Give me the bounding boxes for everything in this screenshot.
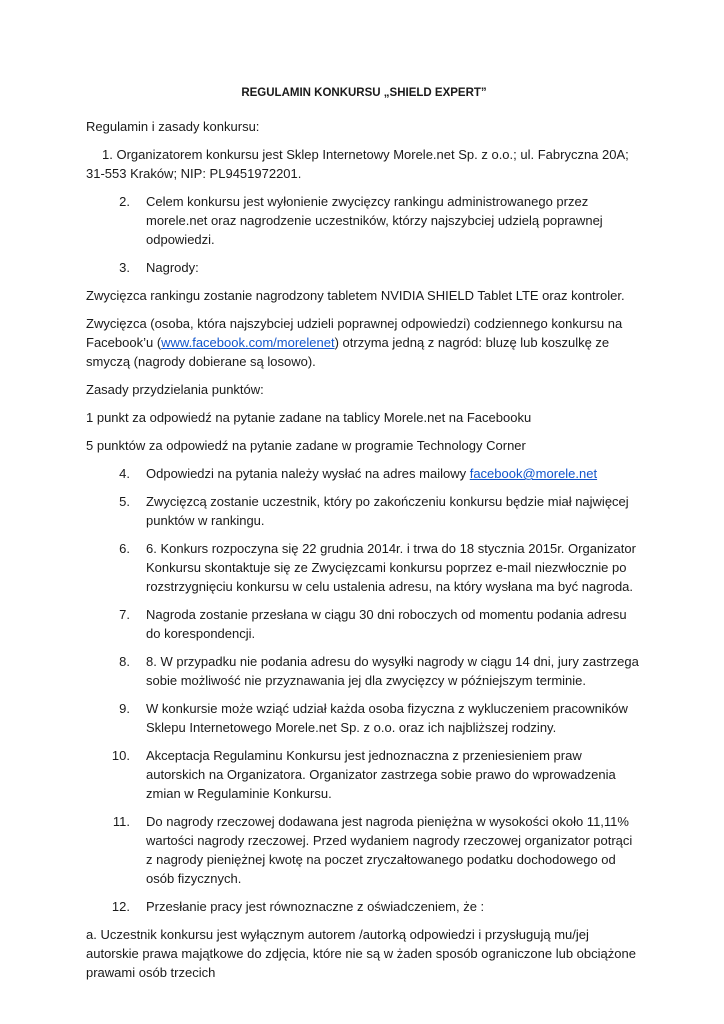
prize-daily-text-after: ) otrzyma jedną z nagród: bluzę lub koszulkę ze smyczą (nagrody dobierane są losowo). <box>86 335 610 369</box>
list-item-11 <box>86 812 642 888</box>
list-number: 10. <box>111 748 130 763</box>
list-text: Przesłanie pracy jest równoznaczne z oświadczeniem, że : <box>146 899 485 914</box>
list-text: Nagroda zostanie przesłana w ciągu 30 dni roboczych od momentu podania adresu do korespondencji. <box>146 607 627 641</box>
list-text: Nagrody: <box>146 260 199 275</box>
prize-main-paragraph: Zwycięzca rankingu zostanie nagrodzony tabletem NVIDIA SHIELD Tablet LTE oraz kontroler. <box>86 288 625 303</box>
list-number: 11. <box>112 814 130 829</box>
list-number: 7. <box>119 607 130 622</box>
list-item-8 <box>86 652 642 690</box>
points-rule-1: 1 punkt za odpowiedź na pytanie zadane na tablicy Morele.net na Facebooku <box>86 410 532 425</box>
list-item-4 <box>86 464 642 483</box>
list-text: Do nagrody rzeczowej dodawana jest nagroda pieniężna w wysokości około 11,11% wartości nagrody rzeczowej. Przed wydaniem nagrody rzeczowej organizator potrąci z nagrody pieniężnej kwotę na poczet zryczałtowanego podatku dochodowego od osób fizycznych. <box>146 814 633 886</box>
list-text: Akceptacja Regulaminu Konkursu jest jednoznaczna z przeniesieniem praw autorskich na Organizatora. Organizator zastrzega sobie prawo do wprowadzenia zmian w Regulaminie Konkursu. <box>146 748 616 801</box>
list-number: 3. <box>119 260 130 275</box>
list-number: 9. <box>119 701 130 716</box>
document-page <box>86 84 642 991</box>
list-text: 6. Konkurs rozpoczyna się 22 grudnia 2014r. i trwa do 18 stycznia 2015r. Organizator Konkursu skontaktuje się ze Zwycięzcami konkursu poprzez e-mail niezwłocznie po rozstrzygnięciu konkursu w celu ustalenia adresu, na który wysłana ma być nagroda. <box>146 541 636 594</box>
list-text: 8. W przypadku nie podania adresu do wysyłki nagrody w ciągu 14 dni, jury zastrzega sobie możliwość nie przyznawania jej dla zwycięzcy w późniejszym terminie. <box>146 654 639 688</box>
list-item-5 <box>86 492 642 530</box>
list-text: Zwycięzcą zostanie uczestnik, który po zakończeniu konkursu będzie miał najwięcej punktów w rankingu. <box>146 494 629 528</box>
list-item-6 <box>86 539 642 596</box>
prize-daily-paragraph <box>86 314 642 371</box>
list-item-9 <box>86 699 642 737</box>
clause-a-paragraph: a. Uczestnik konkursu jest wyłącznym autorem /autorką odpowiedzi i przysługują mu/jej autorskie prawa majątkowe do zdjęcia, które nie są w żaden sposób ograniczone lub obciążone prawami osób trzecich <box>86 927 636 980</box>
list-text: Celem konkursu jest wyłonienie zwycięzcy rankingu administrowanego przez morele.net oraz nagrodzenie uczestników, którzy najszybciej udzielą poprawnej odpowiedzi. <box>146 194 603 247</box>
list-item-7 <box>86 605 642 643</box>
points-header: Zasady przydzielania punktów: <box>86 382 264 397</box>
list-text: Odpowiedzi na pytania należy wysłać na adres mailowy <box>146 466 470 481</box>
list-number: 5. <box>119 494 130 509</box>
list-item-10 <box>86 746 642 803</box>
list-number: 12. <box>111 899 130 914</box>
list-text: W konkursie może wziąć udział każda osoba fizyczna z wykluczeniem pracowników Sklepu Internetowego Morele.net Sp. z o.o. oraz ich najbliższej rodziny. <box>146 701 628 735</box>
list-number: 4. <box>119 466 130 481</box>
list-item-1: 1. Organizatorem konkursu jest Sklep Internetowy Morele.net Sp. z o.o.; ul. Fabryczna 20A; 31-553 Kraków; NIP: PL9451972201. <box>86 147 629 181</box>
list-number: 6. <box>119 541 130 556</box>
intro-paragraph: Regulamin i zasady konkursu: <box>86 119 260 134</box>
list-item-12 <box>86 897 642 916</box>
document-title: REGULAMIN KONKURSU „SHIELD EXPERT” <box>241 87 487 99</box>
list-item-2 <box>86 192 642 249</box>
facebook-page-link[interactable]: www.facebook.com/morelenet <box>161 335 335 350</box>
prize-daily-text-before: Zwycięzca (osoba, która najszybciej udzieli poprawnej odpowiedzi) codziennego konkursu na Facebook’u ( <box>86 316 623 350</box>
list-number: 8. <box>119 654 130 669</box>
email-link[interactable]: facebook@morele.net <box>469 466 598 481</box>
list-item-3 <box>86 258 642 277</box>
points-rule-5: 5 punktów za odpowiedź na pytanie zadane w programie Technology Corner <box>86 438 526 453</box>
list-number: 2. <box>119 194 130 209</box>
